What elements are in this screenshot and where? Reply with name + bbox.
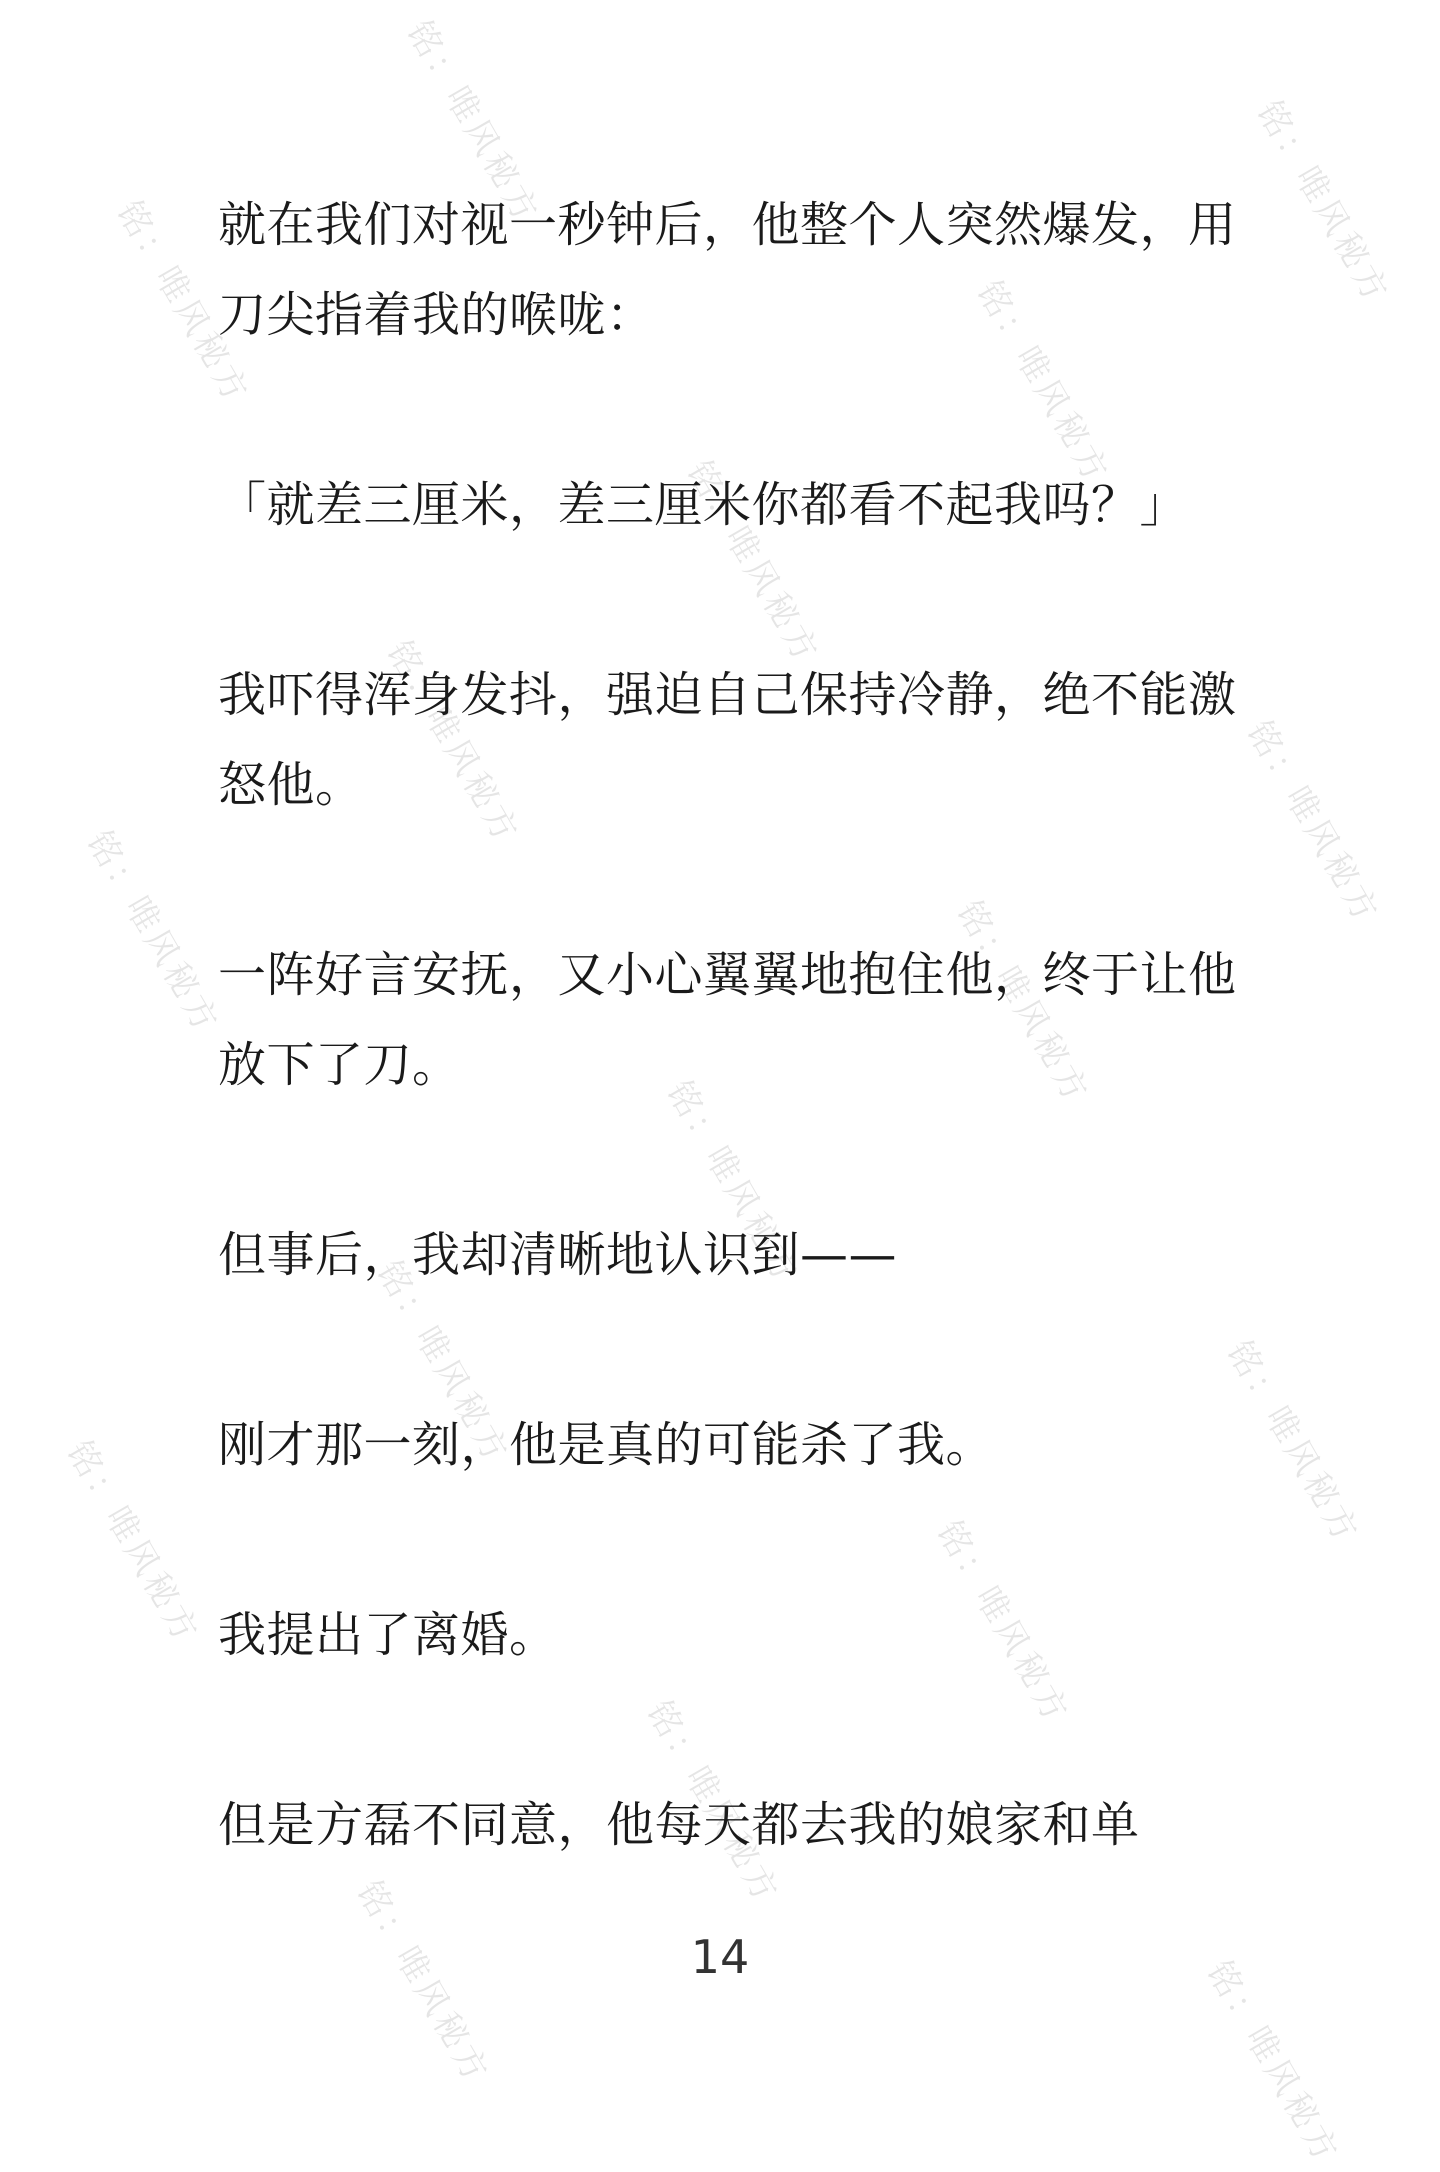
watermark: 铭：唯风秘方 — [348, 1874, 498, 2092]
watermark: 铭：唯风秘方 — [378, 634, 528, 852]
watermark: 铭：唯风秘方 — [1218, 1334, 1368, 1552]
paragraph: 但是方磊不同意，他每天都去我的娘家和单 — [218, 1797, 1140, 1853]
watermark: 铭：唯风秘方 — [638, 1694, 788, 1912]
paragraph: 刚才那一刻，他是真的可能杀了我。 — [218, 1417, 995, 1473]
watermark: 铭：唯风秘方 — [928, 1514, 1078, 1732]
watermark: 铭：唯风秘方 — [658, 1074, 808, 1292]
watermark: 铭：唯风秘方 — [398, 14, 548, 232]
watermark: 铭：唯风秘方 — [368, 1254, 518, 1472]
paragraph: 但事后，我却清晰地认识到—— — [218, 1227, 898, 1283]
watermark: 铭：唯风秘方 — [108, 194, 258, 412]
article-body — [218, 180, 1238, 1970]
paragraph: 我吓得浑身发抖，强迫自己保持冷静，绝不能激怒他。 — [218, 667, 1237, 813]
page-number: 14 — [690, 1930, 750, 1984]
watermark: 铭：唯风秘方 — [58, 1434, 208, 1652]
paragraph: 就在我们对视一秒钟后，他整个人突然爆发，用刀尖指着我的喉咙： — [218, 197, 1237, 343]
watermark: 铭：唯风秘方 — [1248, 94, 1398, 312]
paragraph: 我提出了离婚。 — [218, 1607, 558, 1663]
watermark: 铭：唯风秘方 — [968, 274, 1118, 492]
watermark: 铭：唯风秘方 — [948, 894, 1098, 1112]
watermark: 铭：唯风秘方 — [1238, 714, 1388, 932]
paragraph: 「就差三厘米，差三厘米你都看不起我吗？」 — [218, 477, 1189, 533]
watermark: 铭：唯风秘方 — [1198, 1954, 1348, 2172]
paragraph: 一阵好言安抚，又小心翼翼地抱住他，终于让他放下了刀。 — [218, 947, 1237, 1093]
watermark: 铭：唯风秘方 — [78, 824, 228, 1042]
watermark: 铭：唯风秘方 — [678, 454, 828, 672]
